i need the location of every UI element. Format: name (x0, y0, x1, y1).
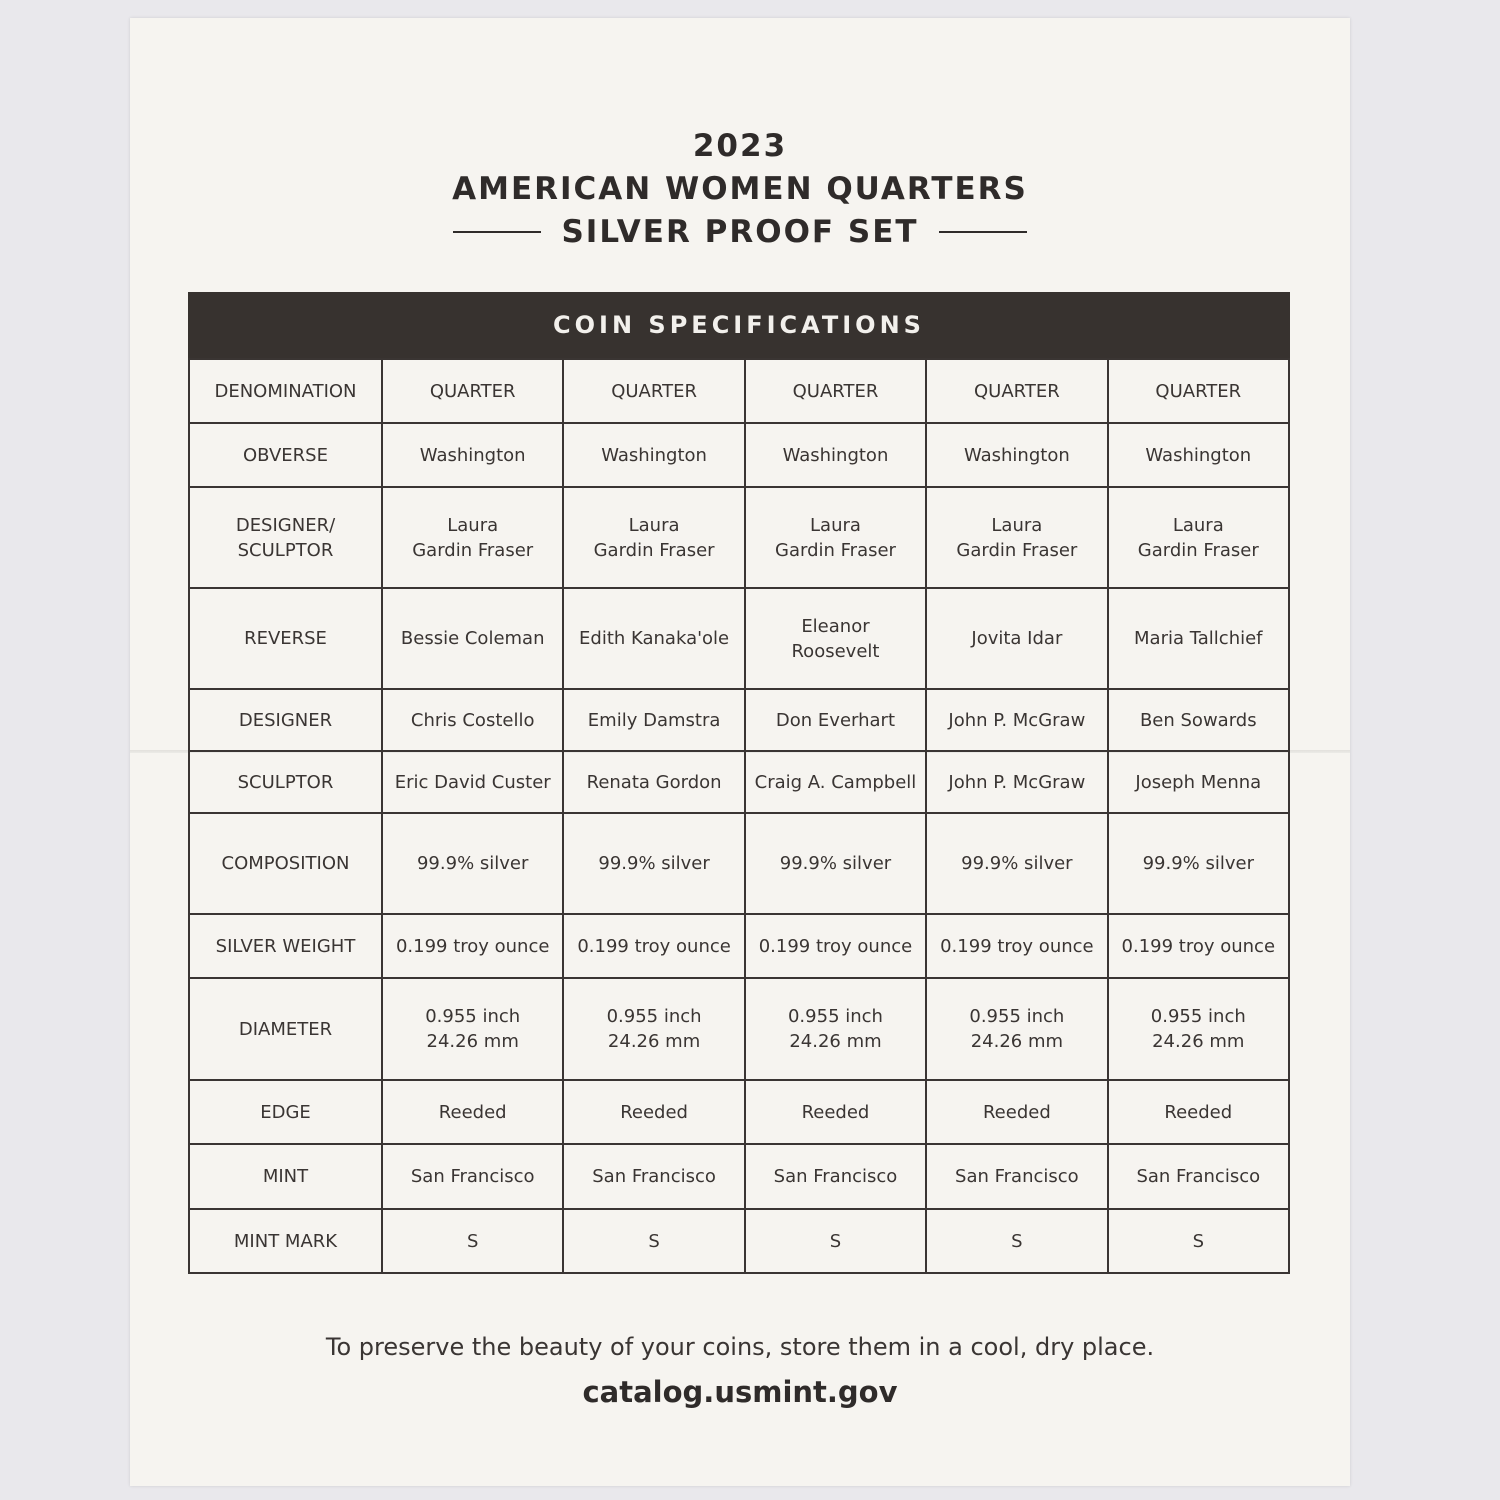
table-cell: 0.955 inch 24.26 mm (926, 978, 1107, 1080)
subtitle-rule-left (453, 231, 541, 233)
row-label: OBVERSE (189, 423, 382, 487)
specifications-table (188, 358, 1290, 1274)
table-cell: 0.199 troy ounce (926, 914, 1107, 978)
table-cell: San Francisco (1108, 1144, 1289, 1209)
table-cell: San Francisco (745, 1144, 926, 1209)
table-cell: John P. McGraw (926, 689, 1107, 751)
table-cell: Renata Gordon (563, 751, 744, 813)
row-label: DENOMINATION (189, 359, 382, 423)
row-label: DESIGNER (189, 689, 382, 751)
table-cell: S (745, 1209, 926, 1273)
table-row (189, 813, 1289, 914)
table-cell: Eric David Custer (382, 751, 563, 813)
table-cell: 99.9% silver (1108, 813, 1289, 914)
set-title: AMERICAN WOMEN QUARTERS (452, 171, 1028, 207)
table-cell: 99.9% silver (926, 813, 1107, 914)
row-label: SCULPTOR (189, 751, 382, 813)
table-cell: Edith Kanaka'ole (563, 588, 744, 689)
table-cell: Laura Gardin Fraser (382, 487, 563, 588)
table-cell: S (1108, 1209, 1289, 1273)
table-cell: 0.199 troy ounce (1108, 914, 1289, 978)
table-row (189, 1209, 1289, 1273)
table-cell: QUARTER (745, 359, 926, 423)
table-cell: S (563, 1209, 744, 1273)
set-subtitle: SILVER PROOF SET (561, 214, 919, 250)
table-cell: San Francisco (382, 1144, 563, 1209)
table-row (189, 1080, 1289, 1144)
table-cell: 0.199 troy ounce (563, 914, 744, 978)
table-cell: Craig A. Campbell (745, 751, 926, 813)
table-cell: QUARTER (1108, 359, 1289, 423)
row-label: MINT MARK (189, 1209, 382, 1273)
table-row (189, 588, 1289, 689)
table-cell: Don Everhart (745, 689, 926, 751)
table-cell: Reeded (926, 1080, 1107, 1144)
table-cell: Bessie Coleman (382, 588, 563, 689)
set-subtitle-row (130, 214, 1350, 250)
table-cell: 0.199 troy ounce (382, 914, 563, 978)
table-cell: Jovita Idar (926, 588, 1107, 689)
table-row (189, 359, 1289, 423)
table-cell: San Francisco (563, 1144, 744, 1209)
table-cell: Washington (745, 423, 926, 487)
table-cell: 99.9% silver (563, 813, 744, 914)
table-cell: San Francisco (926, 1144, 1107, 1209)
subtitle-rule-right (939, 231, 1027, 233)
table-row (189, 914, 1289, 978)
table-cell: Laura Gardin Fraser (1108, 487, 1289, 588)
table-cell: 99.9% silver (745, 813, 926, 914)
table-cell: John P. McGraw (926, 751, 1107, 813)
table-cell: QUARTER (926, 359, 1107, 423)
table-cell: Washington (926, 423, 1107, 487)
table-row (189, 1144, 1289, 1209)
table-cell: Reeded (745, 1080, 926, 1144)
table-cell: Reeded (382, 1080, 563, 1144)
coin-specifications (188, 292, 1290, 1274)
row-label: DIAMETER (189, 978, 382, 1080)
table-cell: Laura Gardin Fraser (563, 487, 744, 588)
row-label: EDGE (189, 1080, 382, 1144)
table-row (189, 689, 1289, 751)
table-cell: 0.955 inch 24.26 mm (1108, 978, 1289, 1080)
table-cell: Washington (382, 423, 563, 487)
table-cell: 0.955 inch 24.26 mm (563, 978, 744, 1080)
info-card (130, 18, 1350, 1486)
table-cell: Maria Tallchief (1108, 588, 1289, 689)
table-cell: Emily Damstra (563, 689, 744, 751)
table-cell: 99.9% silver (382, 813, 563, 914)
specifications-heading: COIN SPECIFICATIONS (188, 292, 1290, 358)
row-label: SILVER WEIGHT (189, 914, 382, 978)
table-cell: Joseph Menna (1108, 751, 1289, 813)
table-cell: Washington (563, 423, 744, 487)
table-cell: Laura Gardin Fraser (926, 487, 1107, 588)
table-row (189, 487, 1289, 588)
table-cell: S (382, 1209, 563, 1273)
set-year: 2023 (692, 128, 788, 164)
row-label: COMPOSITION (189, 813, 382, 914)
table-cell: S (926, 1209, 1107, 1273)
table-row (189, 423, 1289, 487)
table-cell: 0.955 inch 24.26 mm (745, 978, 926, 1080)
row-label: REVERSE (189, 588, 382, 689)
row-label: MINT (189, 1144, 382, 1209)
table-cell: 0.199 troy ounce (745, 914, 926, 978)
table-cell: 0.955 inch 24.26 mm (382, 978, 563, 1080)
table-cell: Chris Costello (382, 689, 563, 751)
table-cell: QUARTER (382, 359, 563, 423)
table-row (189, 978, 1289, 1080)
table-cell: Laura Gardin Fraser (745, 487, 926, 588)
table-cell: Ben Sowards (1108, 689, 1289, 751)
row-label: DESIGNER/ SCULPTOR (189, 487, 382, 588)
table-cell: Reeded (563, 1080, 744, 1144)
table-row (189, 751, 1289, 813)
table-cell: Washington (1108, 423, 1289, 487)
catalog-url[interactable]: catalog.usmint.gov (582, 1375, 898, 1409)
table-cell: Eleanor Roosevelt (745, 588, 926, 689)
storage-note: To preserve the beauty of your coins, store them in a cool, dry place. (325, 1333, 1155, 1361)
table-cell: Reeded (1108, 1080, 1289, 1144)
table-cell: QUARTER (563, 359, 744, 423)
